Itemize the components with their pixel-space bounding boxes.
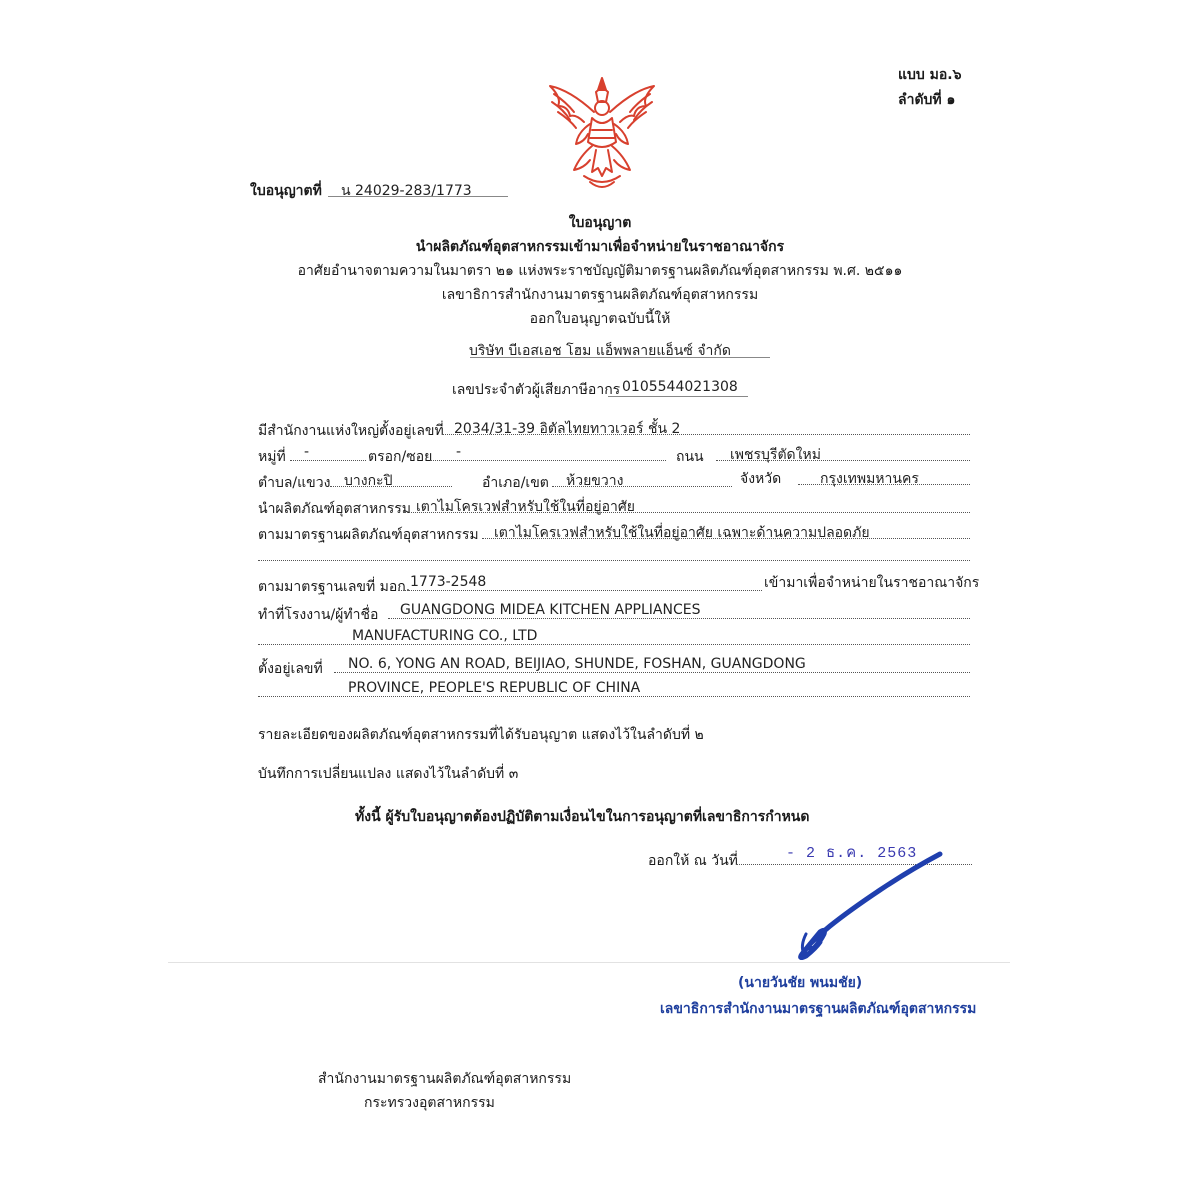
divider xyxy=(168,962,1010,963)
issuer: เลขาธิการสำนักงานมาตรฐานผลิตภัณฑ์อุตสาหกรรม xyxy=(441,287,759,303)
tax-id-rule xyxy=(608,396,748,397)
license-number: น 24029-283/1773 xyxy=(341,183,472,199)
tax-id-label: เลขประจำตัวผู้เสียภาษีอากร xyxy=(452,382,621,398)
product-value: เตาไมโครเวฟสำหรับใช้ในที่อยู่อาศัย xyxy=(416,499,635,515)
licensee-company: บริษัท บีเอสเอช โฮม แอ็พพลายแอ็นซ์ จำกัด xyxy=(469,343,731,359)
details-note: รายละเอียดของผลิตภัณฑ์อุตสาหกรรมที่ได้รับอนุญาต แสดงไว้ในลำดับที่ ๒ xyxy=(258,727,704,743)
standard-value: เตาไมโครเวฟสำหรับใช้ในที่อยู่อาศัย เฉพาะด้านความปลอดภัย xyxy=(494,525,870,541)
soi-value: - xyxy=(456,444,462,460)
footer-office: สำนักงานมาตรฐานผลิตภัณฑ์อุตสาหกรรม xyxy=(318,1071,572,1087)
district-rule xyxy=(552,486,732,487)
manufacturer-address-rule-2 xyxy=(258,696,970,697)
document-subtitle: นำผลิตภัณฑ์อุตสาหกรรมเข้ามาเพื่อจำหน่ายในราชอาณาจักร xyxy=(415,239,785,255)
form-code: แบบ มอ.๖ xyxy=(898,67,962,83)
soi-label: ตรอก/ซอย xyxy=(368,449,433,465)
office-label: มีสำนักงานแห่งใหญ่ตั้งอยู่เลขที่ xyxy=(258,423,444,439)
issue-date-label: ออกให้ ณ วันที่ xyxy=(648,853,738,869)
std-no-label: ตามมาตรฐานเลขที่ มอก. xyxy=(258,579,411,595)
district-label: อำเภอ/เขต xyxy=(482,475,549,491)
manufacturer-rule-2 xyxy=(258,644,970,645)
license-number-label: ใบอนุญาตที่ xyxy=(250,183,322,199)
subdistrict-rule xyxy=(330,486,452,487)
road-rule xyxy=(716,460,970,461)
license-number-rule xyxy=(328,196,508,197)
signatory-title: เลขาธิการสำนักงานมาตรฐานผลิตภัณฑ์อุตสาหกรรม xyxy=(660,1001,977,1017)
province-label: จังหวัด xyxy=(740,471,782,487)
standard-rule-2 xyxy=(258,560,970,561)
manufacturer-name-1: GUANGDONG MIDEA KITCHEN APPLIANCES xyxy=(400,602,701,618)
road-label: ถนน xyxy=(676,449,704,465)
tax-id: 0105544021308 xyxy=(622,379,738,395)
changes-note: บันทึกการเปลี่ยนแปลง แสดงไว้ในลำดับที่ ๓ xyxy=(258,766,519,782)
manufacturer-address-2: PROVINCE, PEOPLE'S REPUBLIC OF CHINA xyxy=(348,680,641,696)
garuda-emblem-icon xyxy=(540,72,664,196)
standard-label: ตามมาตรฐานผลิตภัณฑ์อุตสาหกรรม xyxy=(258,527,479,543)
condition-note: ทั้งนี้ ผู้รับใบอนุญาตต้องปฏิบัติตามเงื่อนไขในการอนุญาตที่เลขาธิการกำหนด xyxy=(355,809,810,825)
signature-icon xyxy=(780,850,970,970)
province-value: กรุงเทพมหานคร xyxy=(820,471,919,487)
form-sequence: ลำดับที่ ๑ xyxy=(898,92,956,108)
legal-authority: อาศัยอำนาจตามความในมาตรา ๒๑ แห่งพระราชบัญญัติมาตรฐานผลิตภัณฑ์อุตสาหกรรม พ.ศ. ๒๕๑๑ xyxy=(297,263,903,279)
province-rule xyxy=(798,484,970,485)
footer-ministry: กระทรวงอุตสาหกรรม xyxy=(364,1095,495,1111)
signatory-name: (นายวันชัย พนมชัย) xyxy=(738,975,863,991)
road-value: เพชรบุรีตัดใหม่ xyxy=(730,447,821,463)
moo-label: หมู่ที่ xyxy=(258,449,286,465)
manufacturer-address-label: ตั้งอยู่เลขที่ xyxy=(258,661,323,677)
issue-date-stamp: - 2 ธ.ค. 2563 xyxy=(786,845,918,862)
manufacturer-address-1: NO. 6, YONG AN ROAD, BEIJIAO, SHUNDE, FOSHAN, GUANGDONG xyxy=(348,656,806,672)
subdistrict-label: ตำบล/แขวง xyxy=(258,475,331,491)
moo-rule xyxy=(290,460,366,461)
moo-value: - xyxy=(304,444,310,460)
licensee-company-rule xyxy=(470,357,770,358)
product-label: นำผลิตภัณฑ์อุตสาหกรรม xyxy=(258,501,412,517)
office-address: 2034/31-39 อิตัลไทยทาวเวอร์ ชั้น 2 xyxy=(454,421,681,437)
office-rule xyxy=(442,434,970,435)
product-rule xyxy=(404,512,970,513)
manufacturer-address-rule-1 xyxy=(334,672,970,673)
subdistrict-value: บางกะปิ xyxy=(344,473,393,489)
manufacturer-name-2: MANUFACTURING CO., LTD xyxy=(352,628,538,644)
import-text: เข้ามาเพื่อจำหน่ายในราชอาณาจักร xyxy=(764,575,980,591)
issue-text: ออกใบอนุญาตฉบับนี้ให้ xyxy=(529,311,671,327)
std-no-value: 1773-2548 xyxy=(410,574,487,590)
standard-rule xyxy=(482,538,970,539)
manufacturer-rule-1 xyxy=(388,618,970,619)
document-title: ใบอนุญาต xyxy=(568,215,632,231)
soi-rule xyxy=(430,460,666,461)
manufacturer-label: ทำที่โรงงาน/ผู้ทำชื่อ xyxy=(258,607,379,623)
district-value: ห้วยขวาง xyxy=(566,473,624,489)
std-no-rule xyxy=(398,590,762,591)
